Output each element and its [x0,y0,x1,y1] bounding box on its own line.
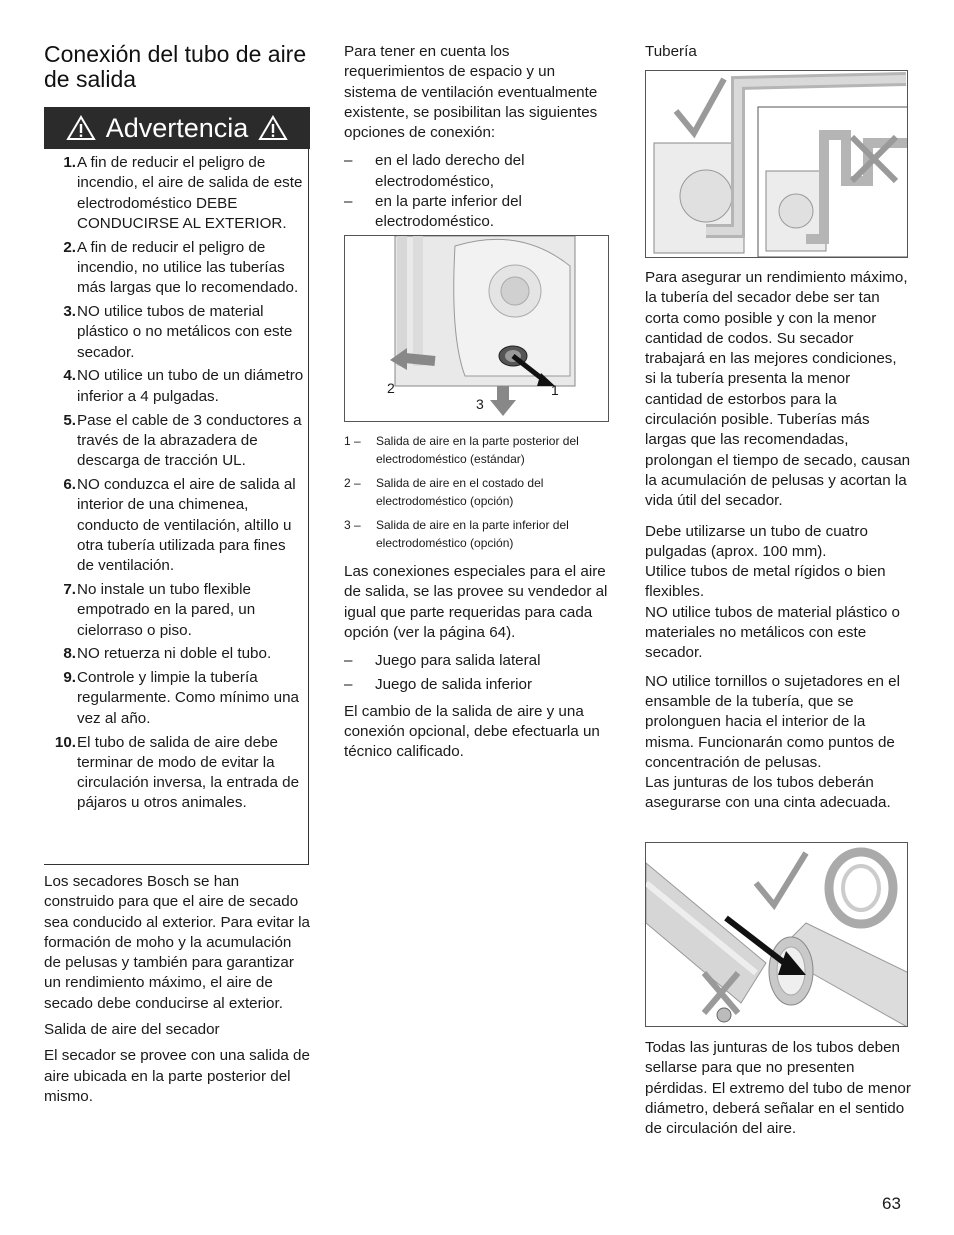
paragraph: Utilice tubos de metal rígidos o bien flexibles. [645,563,886,601]
options-list [344,151,610,232]
warning-item: 2. A fin de reducir el peligro de incendio, no utilice las tuberías más largas que lo recomendado. [63,238,299,297]
figure-label: 1 [551,382,559,398]
figure-label: 3 [476,396,484,412]
warning-item: 1. A fin de reducir el peligro de incendio, el aire de salida de este electrodoméstico DEBE CONDUCIRSE AL EXTERIOR. [63,154,303,232]
paragraph: NO utilice tubos de material plástico o materiales no metálicos con este secador. [645,603,900,662]
warning-item: 9. Controle y limpie la tubería regularmente. Como mínimo una vez al año. [63,669,300,727]
pipe-routing-illustration [646,71,908,258]
column-3-bottom [645,1038,911,1139]
paragraph: Para tener en cuenta los requerimientos de espacio y un sistema de ventilación eventualmente existente, se posibilitan las siguientes opciones de conexión: [344,43,598,142]
warning-item: 7. No instale un tubo flexible empotrado en la pared, un cielorraso o piso. [63,580,256,639]
column-2-top [344,42,610,233]
paragraph: Todas las junturas de los tubos deben sellarse para que no presenten pérdidas. El extremo del tubo de menor diámetro, deberá señalar en el sentido de circulación del aire. [645,1039,911,1138]
warning-box [44,149,309,865]
caption-item: 2 – Salida de aire en el costado del electrodoméstico (opción) [344,476,544,508]
warning-item: 3. NO utilice tubos de material plástico o no metálicos con este secador. [63,303,293,361]
column-3-middle [645,268,911,814]
pipe-joint-tape-figure [645,842,908,1027]
warning-heading: Advertencia [105,112,249,143]
paragraph: El secador se provee con una salida de aire ubicada en la parte posterior del mismo. [44,1047,310,1105]
caption-item: 1 – Salida de aire en la parte posterior del electrodoméstico (estándar) [344,434,579,466]
page-number: 63 [882,1194,901,1213]
kits-list [344,651,610,696]
warning-item: 8. NO retuerza ni doble el tubo. [63,645,272,663]
paragraph: Las conexiones especiales para el aire de salida, se las provee su vendedor al igual que parte requeridas para cada opción (ver la página 64). [344,563,608,641]
warning-triangle-icon [258,115,288,141]
paragraph: Para asegurar un rendimiento máximo, la tubería del secador debe ser tan corta como posible y con la menor cantidad de codos. Su secador trabajará en las mejores condiciones, si la tubería presenta la menor cantidad de estorbos para la circulación posible. Tuberías más largas que las recomendadas, prolongan el tiempo de secado, causan la acumulación de pelusas y acortan la vida útil del secador. [645,269,911,510]
section-subheading: Tubería [645,43,697,60]
list-item: – en el lado derecho del electrodoméstico, [344,151,610,192]
list-item: – Juego de salida inferior [344,675,610,695]
dryer-rear-illustration [345,236,609,422]
paragraph: Las junturas de los tubos deberán asegurarse con una cinta adecuada. [645,774,891,812]
pipe-routing-figure [645,70,908,258]
page-title: Conexión del tubo de aire de salida [44,41,307,92]
paragraph: NO utilice tornillos o sujetadores en el ensamble de la tubería, que se prolonguen hacia el interior de la misma. Funcionarán como puntos de concentración de pelusas. [645,672,900,771]
pipe-joint-illustration [646,843,908,1027]
intro-paragraph: Los secadores Bosch se han construido para que el aire de secado sea conducido al exterior. Para evitar la formación de moho y la acumulación de pelusas y también para garantizar un rendimiento máximo, el aire de secado debe conducirse al exterior. [44,873,310,1012]
figure-captions [344,432,610,552]
warning-item: 10. El tubo de salida de aire debe terminar de modo de evitar la circulación inversa, la entrada de pájaros u otros animales. [54,733,300,812]
warning-item: 6. NO conduzca el aire de salida al interior de una chimenea, conducto de ventilación, altillo u otra tubería utilizada para fines de ventilación. [63,475,296,575]
figure-label: 2 [387,380,395,396]
dryer-rear-outlet-figure [344,235,609,422]
caption-item: 3 – Salida de aire en la parte inferior del electrodoméstico (opción) [344,518,569,550]
section-subheading: Salida de aire del secador [44,1021,220,1039]
list-item: – en la parte inferior del electrodoméstico. [344,192,610,233]
warning-header [44,107,310,149]
paragraph: El cambio de la salida de aire y una conexión opcional, debe efectuarla un técnico calificado. [344,702,600,761]
column-1-text [44,872,310,1107]
warning-item: 5. Pase el cable de 3 conductores a través de la abrazadera de descarga de tracción UL. [63,411,302,470]
warning-list [44,153,306,817]
list-item: – Juego para salida lateral [344,651,610,671]
paragraph: Debe utilizarse un tubo de cuatro pulgadas (aprox. 100 mm). [645,522,868,560]
column-3-top [645,42,911,62]
column-2-bottom [344,432,610,763]
warning-triangle-icon [66,115,96,141]
warning-item: 4. NO utilice un tubo de un diámetro inferior a 4 pulgadas. [63,367,304,405]
